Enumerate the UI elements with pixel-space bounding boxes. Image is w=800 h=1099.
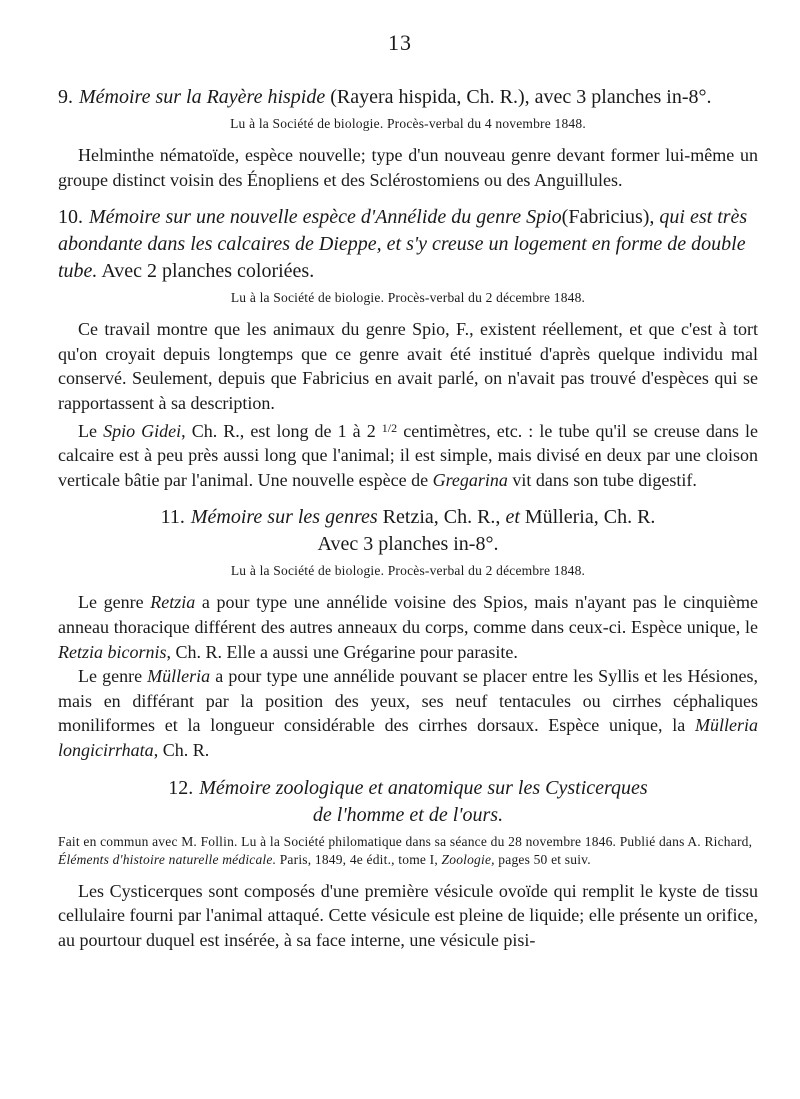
species-name: Mülleria longicirrhata	[58, 715, 758, 760]
entry-title-part: Retzia, Ch. R.,	[382, 506, 501, 529]
genus-name: Mülleria	[147, 666, 211, 687]
entry-title-italic: Mémoire sur une nouvelle espèce d'Annélide du genre Spio	[89, 206, 562, 229]
entry-number: 9.	[58, 86, 73, 108]
text-run: a pour type une annélide voisine des Spios, mais n'ayant pas le cinquième anneau thoracique différent des autres anneaux du corps, comme dans ceux-ci. Espèce unique, le	[58, 592, 759, 637]
entry-meta: Lu à la Société de biologie. Procès-verbal du 4 novembre 1848.	[230, 116, 586, 131]
text-run: centimètres, etc. : le tube qu'il se creuse dans le calcaire est à peu près aussi long que l'animal; il est simple, mais divisé en deux par une cloison verticale bâtie par l'animal. Une nouvelle espèce de	[58, 420, 758, 490]
entry-meta: Lu à la Société de biologie. Procès-verbal du 2 décembre 1848.	[230, 563, 586, 579]
entry-paragraph	[58, 664, 758, 762]
text-run: a pour type une annélide pouvant se placer entre les Syllis et les Hésiones, mais en différant par la position des yeux, ses neuf tentacules ou cirrhes céphaliques moniliformes et la longueur considérable des cirrhes dorsaux. Espèce unique, la	[58, 666, 758, 736]
entry-9	[58, 84, 758, 192]
genus-name: Gregarina	[432, 469, 508, 490]
book-title: Éléments d'histoire naturelle médicale.	[58, 851, 277, 867]
entry-title-italic: et	[505, 506, 520, 529]
genus-name: Retzia	[150, 592, 196, 613]
entry-paragraph: Helminthe nématoïde, espèce nouvelle; type d'un nouveau genre devant former lui-même un groupe distinct voisin des Énopliens et des Sclérostomiens ou des Anguillules.	[58, 145, 758, 190]
entry-title-italic: Mémoire sur les genres	[190, 506, 378, 529]
entry-paragraph	[58, 590, 758, 664]
text-run: Fait en commun avec M. Follin. Lu à la Société philomatique dans sa séance du 28 novembre 1846. Publié dans A. Richard,	[58, 833, 753, 849]
text-run: , Ch. R.	[153, 739, 210, 760]
entry-number: 10.	[58, 206, 83, 229]
entry-meta	[58, 833, 758, 869]
entry-paragraph: Ce travail montre que les animaux du genre Spio, F., existent réellement, et que c'est à tort qu'on croyait depuis longtemps que ce genre avait été institué d'après quelque individu mal conservé. Seulement, depuis que Fabricius en avait parlé, on n'avait pas trouvé d'espèces qui se rapportassent à sa description.	[58, 319, 758, 413]
entry-title-rest: Avec 2 planches coloriées.	[101, 260, 315, 283]
species-name: Retzia bicornis	[58, 641, 167, 662]
page-content	[58, 84, 758, 952]
text-run: vit dans son tube digestif.	[512, 469, 697, 490]
entry-title	[58, 84, 758, 111]
entry-title-rest: (Rayera hispida, Ch. R.), avec 3 planches in-8°.	[330, 86, 712, 108]
text-run: Le genre	[78, 592, 144, 613]
text-run: Le genre	[78, 666, 143, 687]
entry-paragraph	[58, 416, 758, 493]
entry-title-line2: Avec 3 planches in-8°.	[317, 533, 499, 556]
entry-title-mid: (Fabricius),	[561, 206, 655, 229]
text-run: , Ch. R., est long de 1 à 2	[181, 420, 376, 441]
entry-title-part: Mülleria, Ch. R.	[524, 506, 656, 529]
entry-title	[58, 504, 758, 558]
entry-title-italic: Mémoire sur la Rayère hispide	[79, 86, 326, 108]
entry-title	[58, 204, 758, 285]
text-run: Paris, 1849, 4e édit., tome I,	[279, 851, 438, 867]
entry-number: 12.	[168, 776, 194, 799]
entry-12	[58, 775, 758, 953]
fraction: 1/2	[381, 420, 398, 435]
entry-11	[58, 504, 758, 762]
entry-title-italic-2: qui est très abondante dans les calcaires de Dieppe, et s'y creuse un logement en forme de double tube.	[58, 206, 748, 283]
entry-title-italic: de l'homme et de l'ours.	[312, 803, 504, 826]
entry-10	[58, 204, 758, 492]
page-number: 13	[388, 30, 412, 55]
entry-paragraph: Les Cysticerques sont composés d'une première vésicule ovoïde qui remplit le kyste de tissu cellulaire fourni par l'animal attaqué. Cette vésicule est pleine de liquide; elle présente un orifice, au pourtour duquel est insérée, à sa face interne, une vésicule pisi-	[58, 880, 758, 950]
entry-title-italic: Mémoire zoologique et anatomique sur les Cysticerques	[199, 776, 648, 799]
entry-number: 11.	[160, 506, 185, 529]
book-section: Zoologie,	[441, 851, 495, 867]
species-name: Spio Gidei	[103, 420, 182, 441]
entry-meta: Lu à la Société de biologie. Procès-verbal du 2 décembre 1848.	[230, 290, 586, 306]
text-run: , Ch. R. Elle a aussi une Grégarine pour parasite.	[166, 641, 518, 662]
text-run: pages 50 et suiv.	[498, 851, 591, 867]
text-run: Le	[78, 420, 97, 441]
entry-title	[58, 775, 758, 829]
